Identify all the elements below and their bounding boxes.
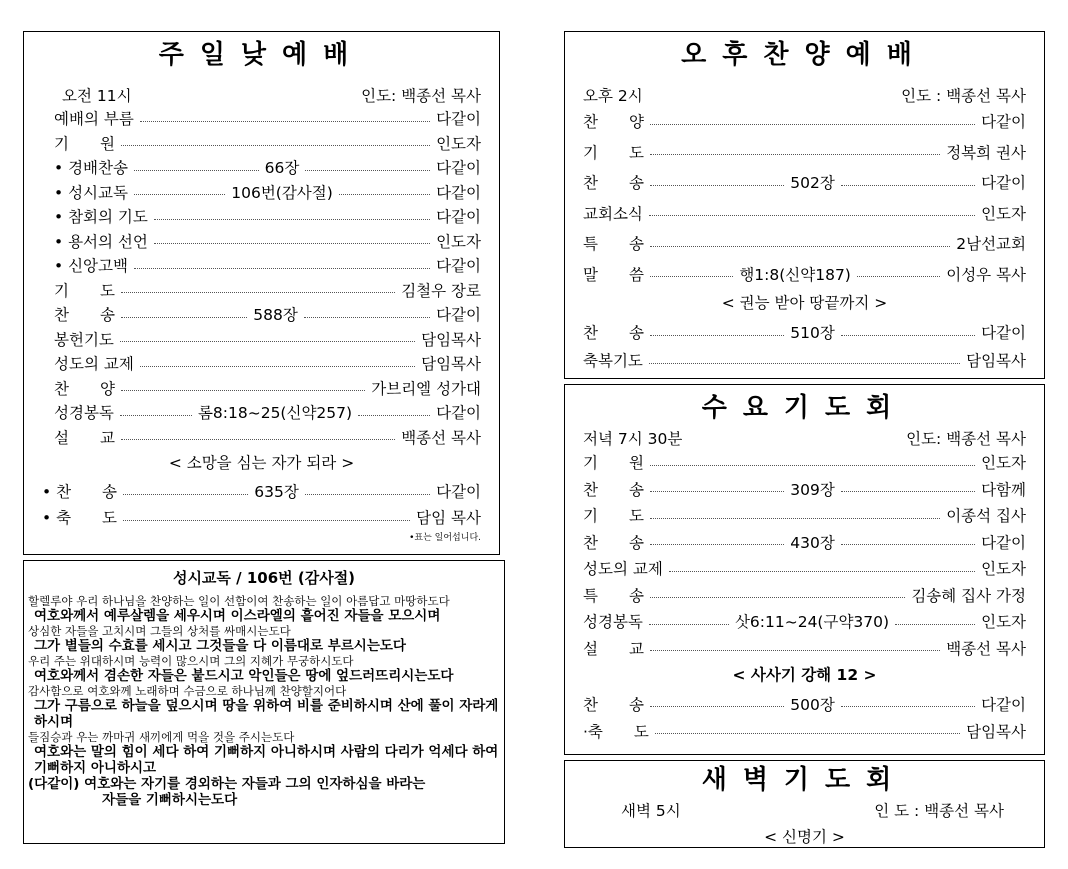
afternoon-service-box — [564, 31, 1045, 379]
dotted-leader — [895, 624, 975, 625]
dotted-leader — [305, 170, 430, 171]
afternoon-order-list — [583, 106, 1026, 289]
order-item-person: 다함께 — [981, 480, 1026, 499]
order-item-label: 성도의 교제 — [583, 560, 663, 579]
order-item — [583, 608, 1026, 635]
reading-line-congregation: 그가 별들의 수효를 세시고 그것들을 다 이름대로 부르시는도다 — [34, 638, 406, 654]
order-item-person: 이성우 목사 — [946, 265, 1027, 284]
order-item-person: 백종선 목사 — [401, 428, 481, 447]
afternoon-service-title: 오후찬양예배 — [681, 40, 928, 70]
sermon-title: < 사사기 강해 12 > — [732, 666, 877, 684]
order-item — [583, 690, 1026, 717]
order-item — [583, 502, 1026, 529]
dotted-leader — [841, 544, 975, 545]
order-item-label: ·축 도 — [583, 722, 649, 741]
order-item-person: 담임목사 — [966, 722, 1026, 741]
order-item-person: 다같이 — [436, 257, 481, 276]
order-item — [583, 167, 1026, 198]
order-item-person: 다같이 — [981, 324, 1026, 342]
order-item-label: 찬 양 — [583, 113, 644, 132]
order-item-person: 정복희 권사 — [946, 143, 1026, 162]
order-item-person: 김송혜 집사 가정 — [911, 586, 1026, 605]
dotted-leader — [650, 335, 784, 336]
dotted-leader — [650, 124, 975, 125]
service-leader: 인 도 : 백종선 목사 — [874, 802, 1004, 820]
dotted-leader — [121, 292, 395, 293]
sunday-service-header — [42, 84, 481, 106]
order-item-label: 찬 송 — [583, 480, 644, 499]
order-item-label: 찬 송 — [583, 533, 644, 552]
dotted-leader — [650, 465, 975, 466]
order-item-person: 담임목사 — [421, 355, 481, 374]
dotted-leader — [154, 243, 430, 244]
order-item-label: • 신앙고백 — [54, 257, 128, 276]
dotted-leader — [120, 341, 415, 342]
wednesday-order-list — [583, 449, 1026, 661]
order-item-person: 담임목사 — [421, 330, 481, 349]
order-item-label: 찬 송 — [54, 306, 115, 325]
order-item — [42, 131, 481, 156]
wednesday-order-list-after — [583, 690, 1026, 744]
dotted-leader — [650, 246, 950, 247]
sermon-title: < 소망을 심는 자가 되라 > — [168, 454, 355, 472]
order-item — [583, 137, 1026, 168]
dotted-leader — [134, 170, 259, 171]
order-item-detail: 502장 — [790, 174, 835, 193]
order-item-label: 특 송 — [583, 235, 644, 254]
sunday-service-title: 주일낮예배 — [158, 40, 365, 70]
reading-line-leader: 할렐루야 우리 하나님을 찬양하는 일이 선함이여 찬송하는 일이 아름답고 마땅하도다 — [28, 594, 450, 608]
order-item — [42, 351, 481, 376]
order-item — [583, 635, 1026, 662]
dotted-leader — [650, 650, 940, 651]
order-item-label: 특 송 — [583, 586, 644, 605]
dotted-leader — [841, 185, 975, 186]
dotted-leader — [134, 268, 430, 269]
order-item — [42, 302, 481, 327]
wednesday-service-title: 수요기도회 — [701, 393, 908, 423]
dotted-leader — [134, 194, 225, 195]
order-item-label: 예배의 부름 — [54, 110, 134, 129]
order-item-person: 인도자 — [436, 232, 481, 251]
dotted-leader — [655, 733, 960, 734]
order-item-label: 기 도 — [583, 143, 644, 162]
order-item-label: 기 원 — [583, 454, 644, 473]
dotted-leader — [304, 317, 430, 318]
order-item-detail: 삿6:11~24(구약370) — [734, 613, 890, 632]
order-item-person: 다같이 — [981, 174, 1026, 193]
order-item — [583, 259, 1026, 290]
order-item — [42, 425, 481, 450]
order-item-person: 인도자 — [981, 560, 1026, 579]
dotted-leader — [154, 219, 430, 220]
dotted-leader — [120, 415, 192, 416]
dotted-leader — [841, 491, 975, 492]
order-item — [583, 529, 1026, 556]
order-item-person: 다같이 — [436, 404, 482, 423]
reading-line-leader: 상심한 자들을 고치시며 그들의 상처를 싸매시는도다 — [28, 624, 291, 638]
reading-line-leader: 우리 주는 위대하시며 능력이 많으시며 그의 지혜가 무궁하시도다 — [28, 654, 354, 668]
sunday-service-box — [23, 31, 500, 555]
order-item-label: • 찬 송 — [42, 483, 118, 501]
order-item-detail: 635장 — [254, 483, 299, 501]
order-item-label: • 성시교독 — [54, 183, 128, 202]
service-leader: 인도 : 백종선 목사 — [901, 87, 1026, 105]
order-item — [42, 180, 481, 205]
order-item — [583, 555, 1026, 582]
order-item-label: 설 교 — [54, 428, 115, 447]
order-item — [42, 229, 481, 254]
order-item — [583, 346, 1026, 374]
order-item-detail: 행1:8(신약187) — [739, 265, 851, 284]
reading-line-leader: 감사함으로 여호와께 노래하며 수금으로 하나님께 찬양할지어다 — [28, 684, 347, 698]
dotted-leader — [857, 276, 940, 277]
order-item-person: 인도자 — [981, 454, 1026, 473]
reading-line-congregation: 여호와는 말의 힘이 세다 하여 기뻐하지 아니하시며 사람의 다리가 억세다 하여 기뻐하지 아니하시고 — [34, 744, 499, 776]
order-item-label: • 축 도 — [42, 509, 118, 527]
order-item — [42, 376, 481, 401]
reading-line-leader: 들짐승과 우는 까마귀 새끼에게 먹을 것을 주시는도다 — [28, 730, 295, 744]
wednesday-service-header — [583, 427, 1026, 449]
order-item-person: 다같이 — [436, 183, 481, 202]
dawn-prayer-title: 새벽기도회 — [701, 765, 908, 795]
order-item — [42, 204, 481, 229]
order-item-label: 기 도 — [54, 281, 115, 300]
dotted-leader — [650, 706, 784, 707]
dotted-leader — [649, 363, 960, 364]
dotted-leader — [121, 390, 365, 391]
dotted-leader — [650, 518, 940, 519]
order-item-person: 다같이 — [981, 113, 1026, 132]
order-item-label: 찬 송 — [583, 324, 644, 342]
order-item-person: 백종선 목사 — [946, 639, 1026, 658]
sermon-title: < 권능 받아 땅끝까지 > — [721, 294, 888, 312]
order-item-label: 찬 송 — [583, 174, 644, 193]
afternoon-service-header — [583, 84, 1026, 106]
dotted-leader — [650, 276, 733, 277]
order-item-label: • 용서의 선언 — [54, 232, 148, 251]
order-item-label: 교회소식 — [583, 204, 643, 223]
order-item-label: 기 도 — [583, 507, 644, 526]
order-item-person: 다같이 — [436, 208, 481, 227]
dotted-leader — [339, 194, 430, 195]
order-item-person: 2남선교회 — [956, 235, 1026, 254]
dotted-leader — [841, 706, 975, 707]
reading-line-congregation: 자들을 기뻐하시는도다 — [102, 792, 238, 808]
order-item — [583, 582, 1026, 609]
dotted-leader — [649, 215, 975, 216]
reading-line-congregation: (다같이) 여호와는 자기를 경외하는 자들과 그의 인자하심을 바라는 — [28, 776, 426, 792]
dotted-leader — [669, 571, 975, 572]
order-item-person: 가브리엘 성가대 — [371, 379, 481, 398]
afternoon-order-list-after — [583, 318, 1026, 374]
order-item-detail: 309장 — [790, 480, 835, 499]
order-item-person: 인도자 — [981, 613, 1027, 632]
order-item-detail: 66장 — [264, 159, 300, 178]
service-time: 오전 11시 — [62, 87, 132, 105]
dotted-leader — [649, 624, 729, 625]
dawn-prayer-box — [564, 760, 1045, 848]
dotted-leader — [650, 544, 784, 545]
order-item-label: 기 원 — [54, 134, 115, 153]
order-item-person: 다같이 — [436, 159, 481, 178]
dotted-leader — [123, 494, 248, 495]
order-item — [583, 228, 1026, 259]
dotted-leader — [650, 154, 940, 155]
order-item — [583, 476, 1026, 503]
order-item-label: 찬 송 — [583, 695, 644, 714]
order-item-person: 김철우 장로 — [401, 281, 481, 300]
order-item-detail: 430장 — [790, 533, 835, 552]
order-item-label: 설 교 — [583, 639, 644, 658]
dotted-leader — [121, 439, 395, 440]
order-item-detail: 500장 — [790, 695, 835, 714]
sunday-order-list — [42, 106, 481, 449]
service-leader: 인도: 백종선 목사 — [906, 430, 1026, 448]
order-item — [42, 253, 481, 278]
order-item — [42, 155, 481, 180]
order-item — [42, 278, 481, 303]
dotted-leader — [140, 121, 430, 122]
order-item-detail: 롬8:18~25(신약257) — [197, 404, 353, 423]
order-item-label: 성경봉독 — [54, 404, 114, 423]
order-item — [42, 327, 481, 352]
dawn-subtitle: < 신명기 > — [764, 828, 845, 846]
order-item-person: 다같이 — [436, 483, 482, 501]
dotted-leader — [650, 491, 784, 492]
order-item — [583, 449, 1026, 476]
service-time: 저녁 7시 30분 — [583, 430, 683, 448]
order-item — [583, 198, 1026, 229]
order-item-label: • 경배찬송 — [54, 159, 128, 178]
dotted-leader — [121, 317, 247, 318]
order-item-person: 다같이 — [436, 306, 481, 325]
responsive-reading-title: 성시교독 / 106번 (감사절) — [172, 569, 356, 587]
reading-line-congregation: 여호와께서 겸손한 자들은 붙드시고 악인들은 땅에 엎드러뜨리시는도다 — [34, 668, 454, 684]
order-item-detail: 510장 — [790, 324, 835, 342]
order-item-person: 다같이 — [436, 110, 481, 129]
dotted-leader — [650, 185, 784, 186]
standing-note: •표는 일어섭니다. — [409, 533, 481, 543]
order-item-person: 인도자 — [981, 204, 1026, 223]
reading-line-congregation: 여호와께서 예루살렘을 세우시며 이스라엘의 흩어진 자들을 모으시며 — [34, 608, 441, 624]
responsive-reading-box — [23, 560, 505, 844]
wednesday-service-box — [564, 384, 1045, 755]
order-item-person: 담임목사 — [966, 352, 1026, 370]
order-item — [583, 318, 1026, 346]
order-item-detail: 588장 — [253, 306, 298, 325]
order-item-person: 담임 목사 — [416, 509, 481, 527]
order-item — [42, 106, 481, 131]
dotted-leader — [650, 597, 905, 598]
service-time: 오후 2시 — [583, 87, 643, 105]
dotted-leader — [140, 366, 415, 367]
order-item-person: 다같이 — [981, 533, 1026, 552]
dotted-leader — [305, 494, 430, 495]
order-item — [42, 478, 481, 504]
order-item-label: 말 씀 — [583, 265, 644, 284]
dawn-prayer-header — [583, 799, 1026, 821]
service-time: 새벽 5시 — [621, 802, 681, 820]
dotted-leader — [358, 415, 430, 416]
order-item-label: 봉헌기도 — [54, 330, 114, 349]
service-leader: 인도: 백종선 목사 — [361, 87, 481, 105]
order-item — [583, 717, 1026, 744]
reading-line-congregation: 그가 구름으로 하늘을 덮으시며 땅을 위하여 비를 준비하시며 산에 풀이 자라게 하시며 — [34, 698, 499, 730]
order-item-person: 인도자 — [436, 134, 481, 153]
order-item-detail: 106번(감사절) — [231, 183, 333, 202]
order-item-label: 성경봉독 — [583, 613, 643, 632]
order-item-label: • 참회의 기도 — [54, 208, 148, 227]
order-item — [42, 504, 481, 530]
order-item-label: 성도의 교제 — [54, 355, 134, 374]
sunday-order-list-after — [42, 478, 481, 530]
dotted-leader — [121, 145, 430, 146]
order-item-label: 축복기도 — [583, 352, 643, 370]
order-item-person: 이종석 집사 — [946, 507, 1026, 526]
dotted-leader — [841, 335, 975, 336]
order-item-person: 다같이 — [981, 695, 1026, 714]
dotted-leader — [123, 520, 410, 521]
responsive-reading-text — [28, 594, 500, 808]
order-item — [583, 106, 1026, 137]
order-item-label: 찬 양 — [54, 379, 115, 398]
order-item — [42, 400, 481, 425]
